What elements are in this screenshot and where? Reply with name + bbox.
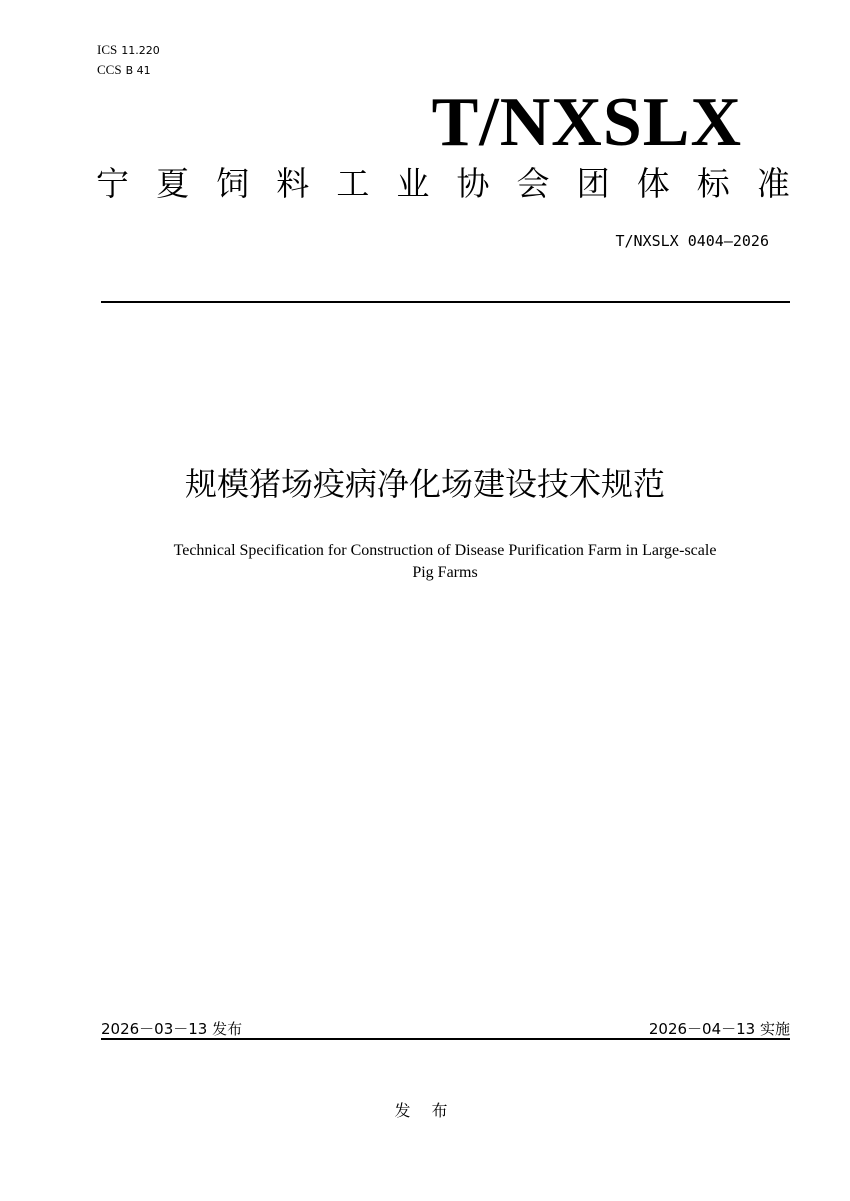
title-en-line-1: Technical Specification for Construction of Disease Purification Farm in Large-scale (173, 542, 717, 559)
organization-char: 夏 (156, 164, 190, 203)
ccs-label: CCS (97, 62, 122, 77)
organization-char: 标 (696, 164, 730, 203)
organization-char: 饲 (216, 164, 250, 203)
organization-char: 宁 (96, 164, 129, 203)
standard-number: T/NXSLX 0404—2026 (615, 232, 769, 250)
organization-char: 会 (516, 164, 550, 203)
ics-value: 11.220 (121, 44, 160, 57)
organization-char: 准 (756, 164, 790, 203)
organization-char: 协 (456, 164, 490, 203)
title-en-line-2: Pig Farms (412, 564, 478, 581)
organization-name (96, 162, 790, 206)
organization-char: 工 (336, 164, 370, 203)
header-divider (101, 301, 790, 303)
document-title-zh: 规模猪场疫病净化场建设技术规范 (184, 465, 665, 503)
organization-char: 业 (396, 164, 430, 203)
standard-code-heading: T/NXSLX (431, 84, 742, 161)
publisher-line: 发 布 (394, 1101, 456, 1120)
organization-char: 料 (276, 164, 310, 203)
organization-char: 体 (636, 164, 670, 203)
document-title-en (90, 540, 800, 584)
implementation-date: 2026－04－13 实施 (648, 1020, 790, 1038)
ics-code (97, 42, 160, 59)
release-date: 2026－03－13 发布 (101, 1020, 243, 1038)
footer-divider (101, 1038, 790, 1040)
organization-char: 团 (576, 164, 610, 203)
ccs-value: B 41 (125, 64, 151, 77)
ics-label: ICS (97, 42, 118, 57)
ccs-code (97, 62, 151, 79)
